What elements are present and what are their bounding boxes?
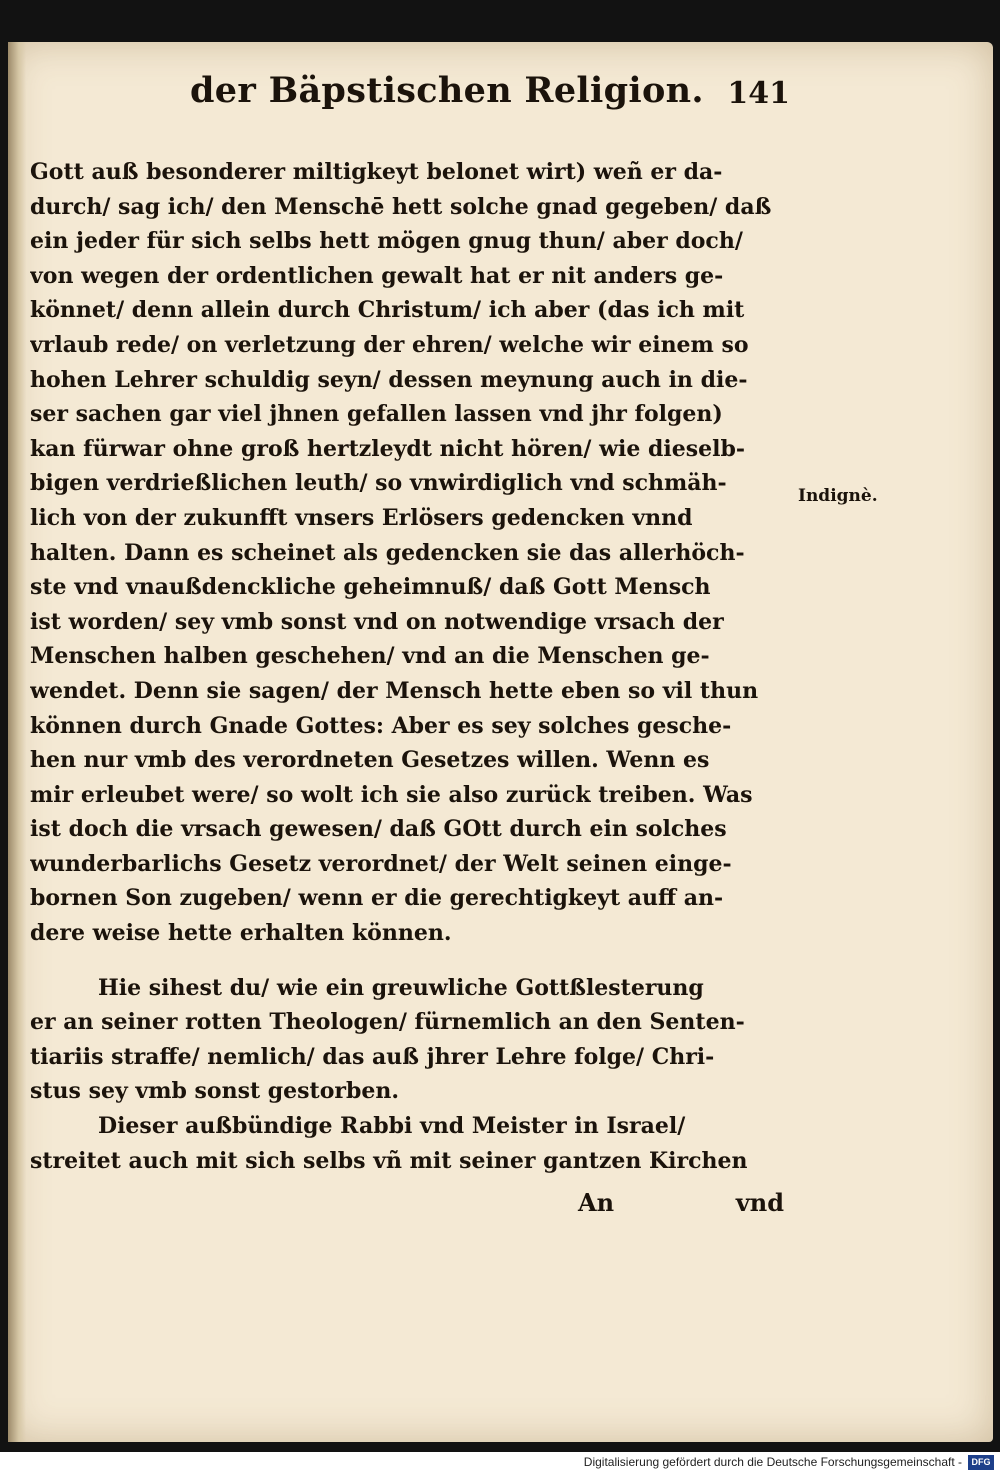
text-line: Dieser außbündige Rabbi vnd Meister in Israel/ <box>98 1113 686 1140</box>
text-line: er an seiner rotten Theologen/ fürnemlich an den Senten- <box>30 1009 745 1036</box>
paragraph-spacer <box>30 951 790 971</box>
running-head: der Bäpstischen Religion. <box>190 70 704 111</box>
text-line: ser sachen gar viel jhnen gefallen lassen vnd jhr folgen) <box>30 401 723 428</box>
catchword-row <box>30 1188 790 1228</box>
text-line: ist doch die vrsach gewesen/ daß GOtt durch ein solches <box>30 816 727 843</box>
page-spine-shadow <box>8 42 26 1442</box>
text-line: stus sey vmb sonst gestorben. <box>30 1078 400 1105</box>
text-line: durch/ sag ich/ den Menschē hett solche gnad gegeben/ daß <box>30 193 772 220</box>
marginal-note: Indignè. <box>798 486 878 506</box>
footer-credit-bar <box>0 1452 1000 1474</box>
text-line: Menschen halben geschehen/ vnd an die Menschen ge- <box>30 643 710 670</box>
text-line: halten. Dann es scheinet als gedencken sie das allerhöch- <box>30 539 745 566</box>
dfg-logo-icon: DFG <box>968 1455 994 1470</box>
text-line: ein jeder für sich selbs hett mögen gnug thun/ aber doch/ <box>30 228 743 255</box>
text-line: kan fürwar ohne groß hertzleydt nicht hören/ wie dieselb- <box>30 435 746 462</box>
text-line: bigen verdrießlichen leuth/ so vnwirdiglich vnd schmäh- <box>30 470 727 497</box>
page-number: 141 <box>727 76 790 111</box>
text-line: von wegen der ordentlichen gewalt hat er nit anders ge- <box>30 262 724 289</box>
text-line: tiariis straffe/ nemlich/ das auß jhrer Lehre folge/ Chri- <box>30 1043 715 1070</box>
text-line: ste vnd vnaußdenckliche geheimnuß/ daß Gott Mensch <box>30 574 711 601</box>
text-line: streitet auch mit sich selbs vñ mit seiner gantzen Kirchen <box>30 1147 748 1174</box>
catchword-right: vnd <box>735 1188 784 1217</box>
text-line: dere weise hette erhalten können. <box>30 920 452 947</box>
text-line: mir erleubet were/ so wolt ich sie also zurück treiben. Was <box>30 781 753 808</box>
text-line: vrlaub rede/ on verletzung der ehren/ welche wir einem so <box>30 331 749 358</box>
page-header <box>190 70 790 126</box>
footer-credit-text: Digitalisierung gefördert durch die Deutsche Forschungsgemeinschaft - <box>583 1455 962 1469</box>
text-line: Hie sihest du/ wie ein greuwliche Gottßlesterung <box>98 974 704 1001</box>
text-line: ist worden/ sey vmb sonst vnd on notwendige vrsach der <box>30 608 724 635</box>
text-line: hen nur vmb des verordneten Gesetzes willen. Wenn es <box>30 747 710 774</box>
body-text <box>30 155 790 1178</box>
text-line: bornen Son zugeben/ wenn er die gerechtigkeyt auff an- <box>30 885 724 912</box>
text-line: wunderbarlichs Gesetz verordnet/ der Welt seinen einge- <box>30 850 732 877</box>
paragraph-1 <box>30 155 790 951</box>
text-line: Gott auß besonderer miltigkeyt belonet wirt) weñ er da- <box>30 159 723 185</box>
text-line: können durch Gnade Gottes: Aber es sey solches gesche- <box>30 712 732 739</box>
text-line: wendet. Denn sie sagen/ der Mensch hette eben so vil thun <box>30 677 759 704</box>
text-line: könnet/ denn allein durch Christum/ ich aber (das ich mit <box>30 297 745 324</box>
text-line: hohen Lehrer schuldig seyn/ dessen meynung auch in die- <box>30 366 748 393</box>
catchword-left: An <box>578 1188 615 1217</box>
paragraph-2 <box>30 971 790 1179</box>
text-line: lich von der zukunfft vnsers Erlösers gedencken vnnd <box>30 504 693 531</box>
